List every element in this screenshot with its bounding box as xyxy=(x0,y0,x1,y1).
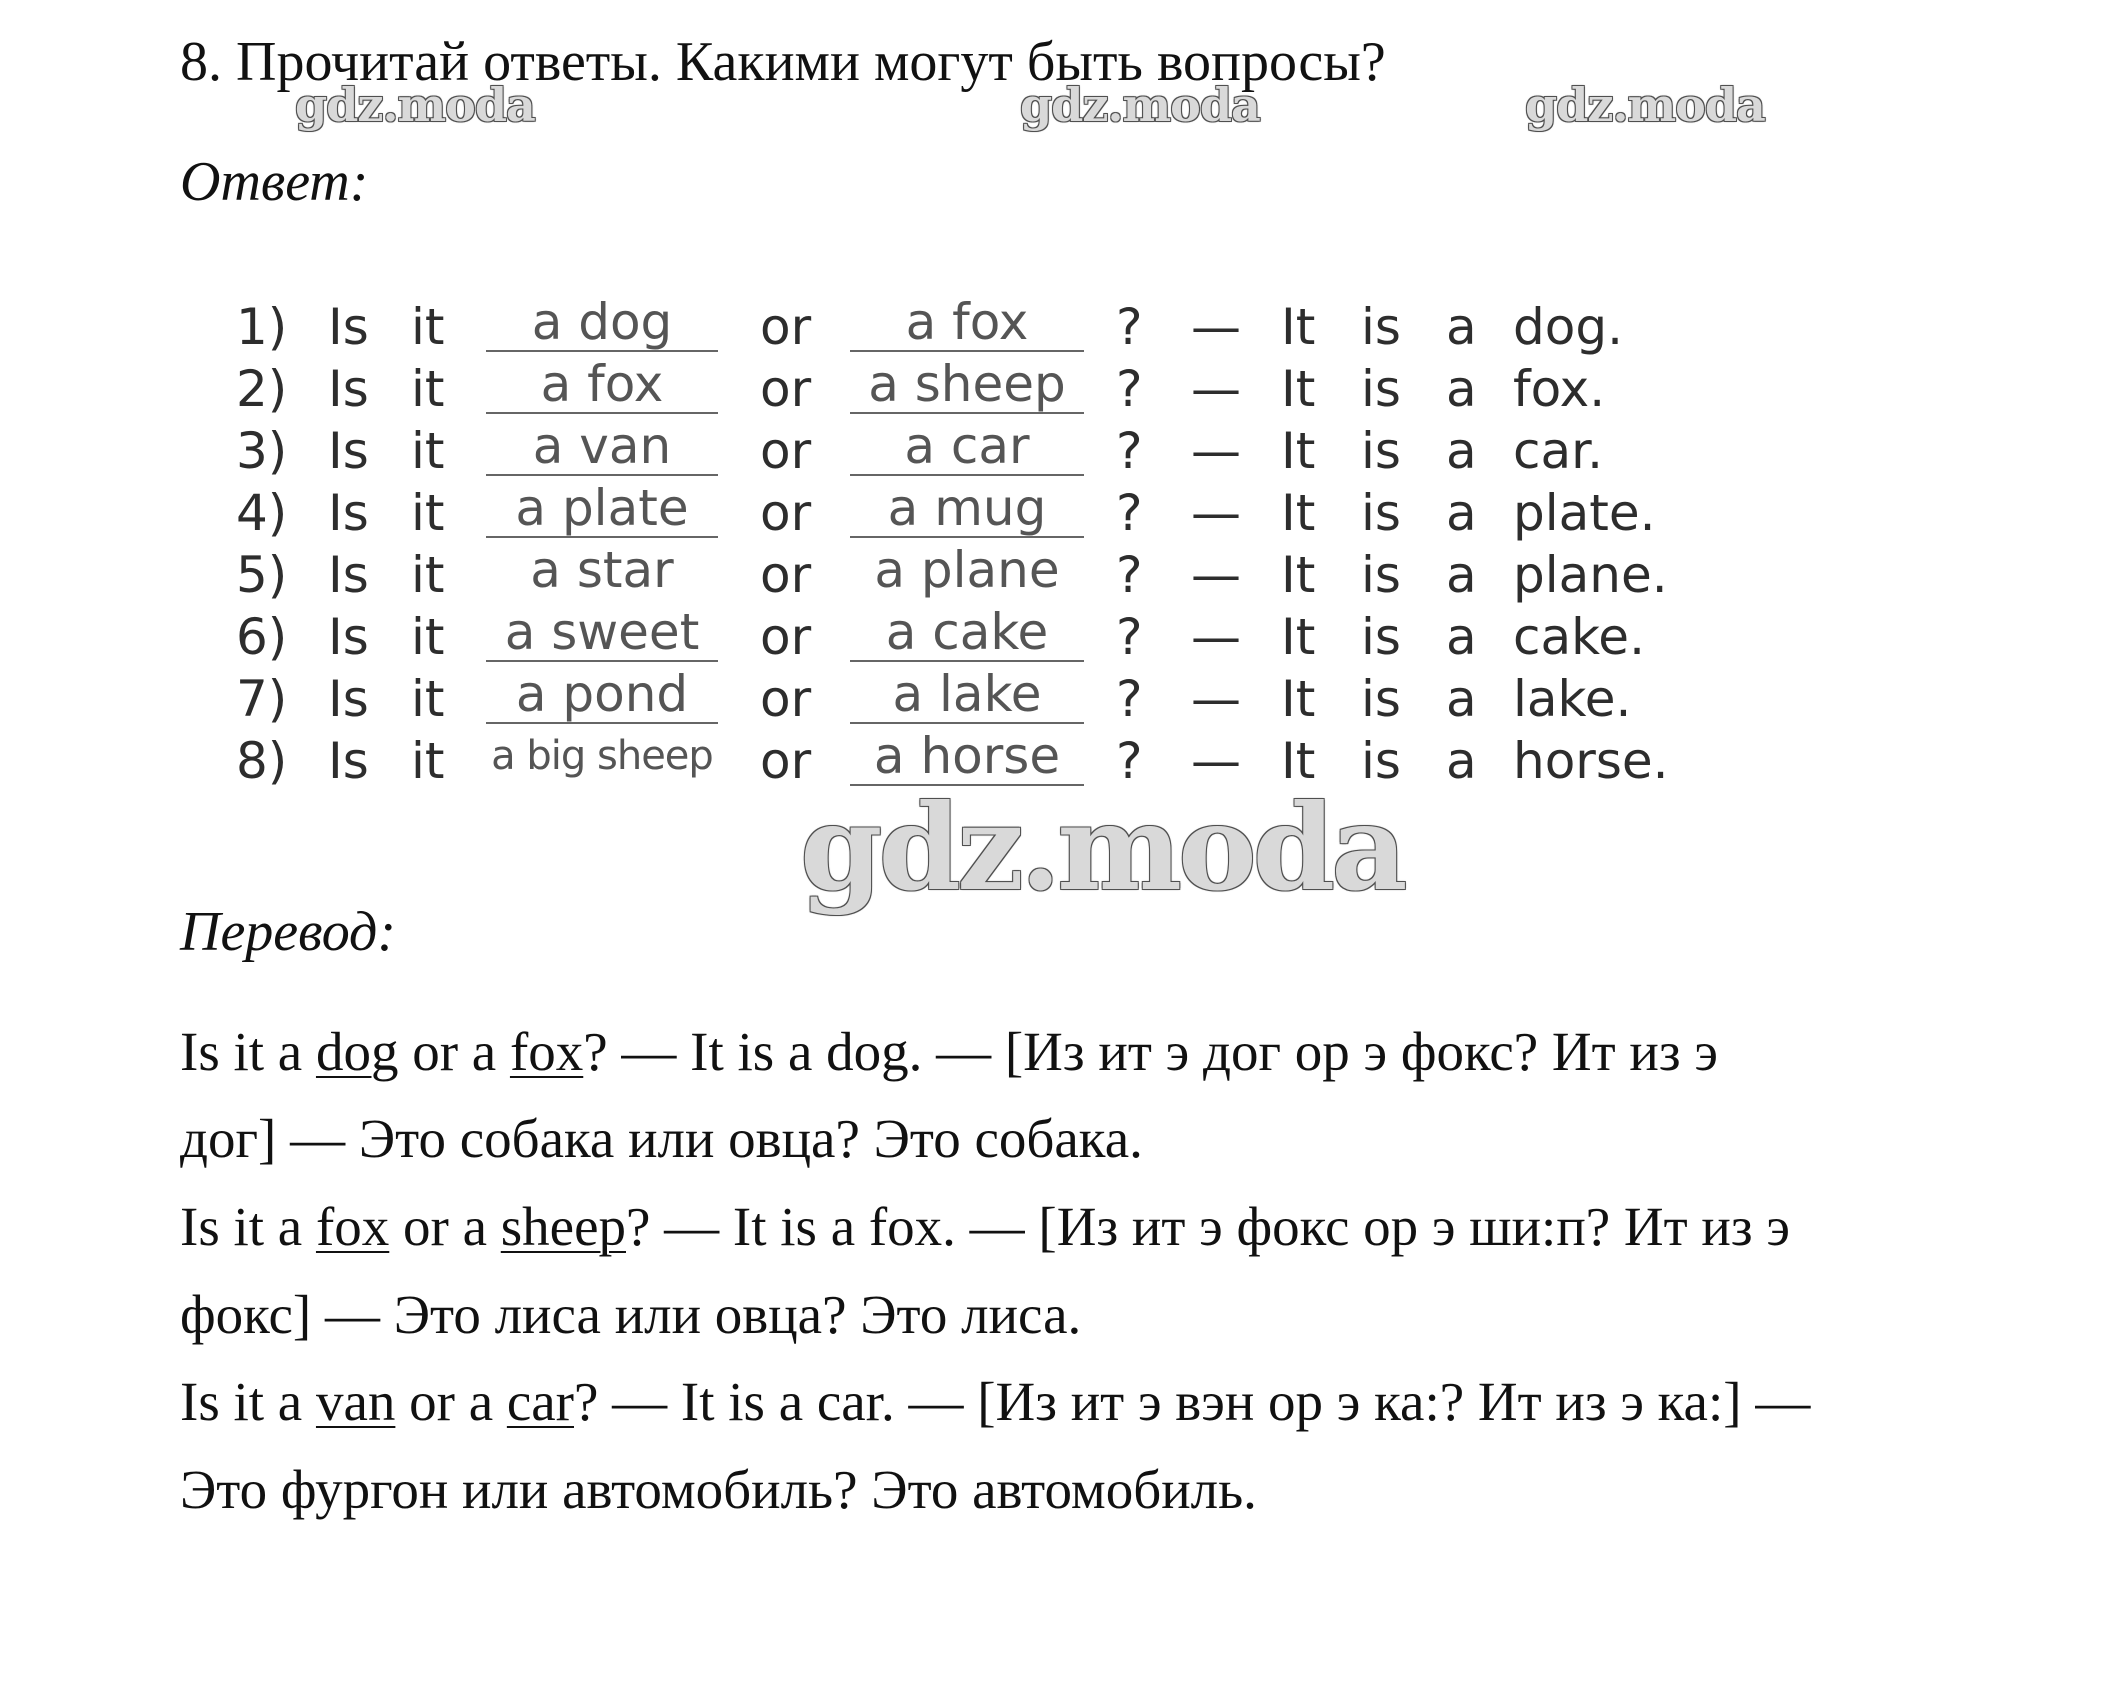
word-it-answer: It xyxy=(1281,732,1316,790)
question-mark: ? xyxy=(1116,670,1143,728)
dash: — xyxy=(1191,298,1241,356)
word-it: it xyxy=(411,732,445,790)
task-title: 8. Прочитай ответы. Какими могут быть вопросы? xyxy=(180,31,1386,93)
question-mark: ? xyxy=(1116,546,1143,604)
word-a: a xyxy=(1446,298,1477,356)
translation-line xyxy=(180,1020,1718,1084)
word-a: a xyxy=(1446,732,1477,790)
word-or: or xyxy=(760,360,812,418)
dash: — xyxy=(1191,608,1241,666)
translation-line xyxy=(180,1370,1810,1434)
answer-blank-2: a fox xyxy=(850,300,1084,352)
word-it: it xyxy=(411,484,445,542)
word-it-answer: It xyxy=(1281,546,1316,604)
answer-blank-2: a lake xyxy=(850,672,1084,724)
word-is: Is xyxy=(328,608,369,666)
word-it-answer: It xyxy=(1281,422,1316,480)
word-it: it xyxy=(411,608,445,666)
answer-noun: horse. xyxy=(1513,732,1669,790)
word-a: a xyxy=(1446,608,1477,666)
dash: — xyxy=(1191,670,1241,728)
translation-text: ? — It is a dog. — [Из ит э дог ор э фокс? Ит из э xyxy=(583,1021,1718,1082)
underlined-word: sheep xyxy=(500,1196,626,1257)
translation-label: Перевод: xyxy=(180,901,396,963)
question-mark: ? xyxy=(1116,422,1143,480)
underlined-word: van xyxy=(315,1371,396,1432)
word-it: it xyxy=(411,422,445,480)
word-is-answer: is xyxy=(1361,608,1401,666)
translation-line: фокс] — Это лиса или овца? Это лиса. xyxy=(180,1284,1082,1345)
answer-noun: dog. xyxy=(1513,298,1623,356)
answer-label: Ответ: xyxy=(180,151,369,213)
translation-line: Это фургон или автомобиль? Это автомобиль. xyxy=(180,1459,1257,1520)
word-is-answer: is xyxy=(1361,360,1401,418)
row-number: 8) xyxy=(236,732,288,790)
exercise-row xyxy=(236,293,1716,358)
word-is: Is xyxy=(328,670,369,728)
word-is-answer: is xyxy=(1361,670,1401,728)
translation-text: Is it a xyxy=(180,1021,316,1082)
word-is: Is xyxy=(328,732,369,790)
word-a: a xyxy=(1446,484,1477,542)
translation-line xyxy=(180,1195,1790,1259)
translation-text: Is it a xyxy=(180,1196,316,1257)
word-is: Is xyxy=(328,546,369,604)
word-a: a xyxy=(1446,546,1477,604)
answer-noun: fox. xyxy=(1513,360,1606,418)
dash: — xyxy=(1191,484,1241,542)
word-it: it xyxy=(411,670,445,728)
underlined-word: fox xyxy=(315,1196,390,1257)
word-it: it xyxy=(411,360,445,418)
answer-blank-1: a fox xyxy=(486,362,718,414)
word-it-answer: It xyxy=(1281,298,1316,356)
word-a: a xyxy=(1446,422,1477,480)
exercise-row xyxy=(236,603,1716,668)
dash: — xyxy=(1191,360,1241,418)
underlined-word: dog xyxy=(315,1021,399,1082)
dash: — xyxy=(1191,732,1241,790)
dash: — xyxy=(1191,546,1241,604)
answer-noun: lake. xyxy=(1513,670,1632,728)
word-or: or xyxy=(760,670,812,728)
word-or: or xyxy=(760,298,812,356)
word-it-answer: It xyxy=(1281,608,1316,666)
word-or: or xyxy=(760,546,812,604)
word-is-answer: is xyxy=(1361,484,1401,542)
question-mark: ? xyxy=(1116,732,1143,790)
word-or: or xyxy=(760,732,812,790)
word-is: Is xyxy=(328,360,369,418)
answer-blank-2: a plane xyxy=(874,541,1060,599)
row-number: 3) xyxy=(236,422,288,480)
word-or: or xyxy=(760,608,812,666)
word-is: Is xyxy=(328,484,369,542)
row-number: 4) xyxy=(236,484,288,542)
translation-text: ? — It is a fox. — [Из ит э фокс ор э ши:п? Ит из э xyxy=(626,1196,1790,1257)
watermark-logo: gdz.moda xyxy=(295,78,535,132)
word-is-answer: is xyxy=(1361,546,1401,604)
answer-blank-2: a horse xyxy=(850,734,1084,786)
exercise-row xyxy=(236,417,1716,482)
answer-blank-1: a plate xyxy=(486,486,718,538)
answer-blank-1: a sweet xyxy=(486,610,718,662)
word-is-answer: is xyxy=(1361,732,1401,790)
row-number: 1) xyxy=(236,298,288,356)
answer-blank-2: a mug xyxy=(850,486,1084,538)
word-is-answer: is xyxy=(1361,422,1401,480)
answer-blank-1: a star xyxy=(530,541,674,599)
question-mark: ? xyxy=(1116,484,1143,542)
exercise-row xyxy=(236,665,1716,730)
translation-text: or a xyxy=(395,1371,507,1432)
translation-text: or a xyxy=(389,1196,501,1257)
answer-blank-1: a dog xyxy=(486,300,718,352)
exercise-row xyxy=(236,355,1716,420)
answer-blank-1: a van xyxy=(486,424,718,476)
answer-blank-1: a big sheep xyxy=(491,733,713,779)
translation-line: дог] — Это собака или овца? Это собака. xyxy=(180,1108,1143,1169)
word-it-answer: It xyxy=(1281,484,1316,542)
watermark-logo-large: gdz.moda xyxy=(800,778,1404,917)
word-it-answer: It xyxy=(1281,360,1316,418)
word-is: Is xyxy=(328,422,369,480)
dash: — xyxy=(1191,422,1241,480)
answer-blank-2: a sheep xyxy=(850,362,1084,414)
answer-blank-2: a cake xyxy=(850,610,1084,662)
underlined-word: fox xyxy=(509,1021,584,1082)
word-it-answer: It xyxy=(1281,670,1316,728)
watermark-logo: gdz.moda xyxy=(1525,78,1765,132)
answer-noun: plate. xyxy=(1513,484,1656,542)
row-number: 2) xyxy=(236,360,288,418)
underlined-word: car xyxy=(506,1371,574,1432)
row-number: 7) xyxy=(236,670,288,728)
answer-noun: car. xyxy=(1513,422,1603,480)
exercise-row xyxy=(236,479,1716,544)
translation-text: Is it a xyxy=(180,1371,316,1432)
word-or: or xyxy=(760,422,812,480)
answer-blank-2: a car xyxy=(850,424,1084,476)
word-it: it xyxy=(411,546,445,604)
row-number: 5) xyxy=(236,546,288,604)
word-is-answer: is xyxy=(1361,298,1401,356)
question-mark: ? xyxy=(1116,608,1143,666)
answer-blank-1: a pond xyxy=(486,672,718,724)
translation-text: or a xyxy=(398,1021,510,1082)
word-it: it xyxy=(411,298,445,356)
word-a: a xyxy=(1446,670,1477,728)
question-mark: ? xyxy=(1116,298,1143,356)
answer-noun: cake. xyxy=(1513,608,1645,666)
word-or: or xyxy=(760,484,812,542)
exercise-row xyxy=(236,541,1716,606)
question-mark: ? xyxy=(1116,360,1143,418)
word-a: a xyxy=(1446,360,1477,418)
word-is: Is xyxy=(328,298,369,356)
row-number: 6) xyxy=(236,608,288,666)
answer-noun: plane. xyxy=(1513,546,1668,604)
watermark-logo: gdz.moda xyxy=(1020,78,1260,132)
translation-text: ? — It is a car. — [Из ит э вэн ор э ка:? Ит из э ка:] — xyxy=(574,1371,1811,1432)
